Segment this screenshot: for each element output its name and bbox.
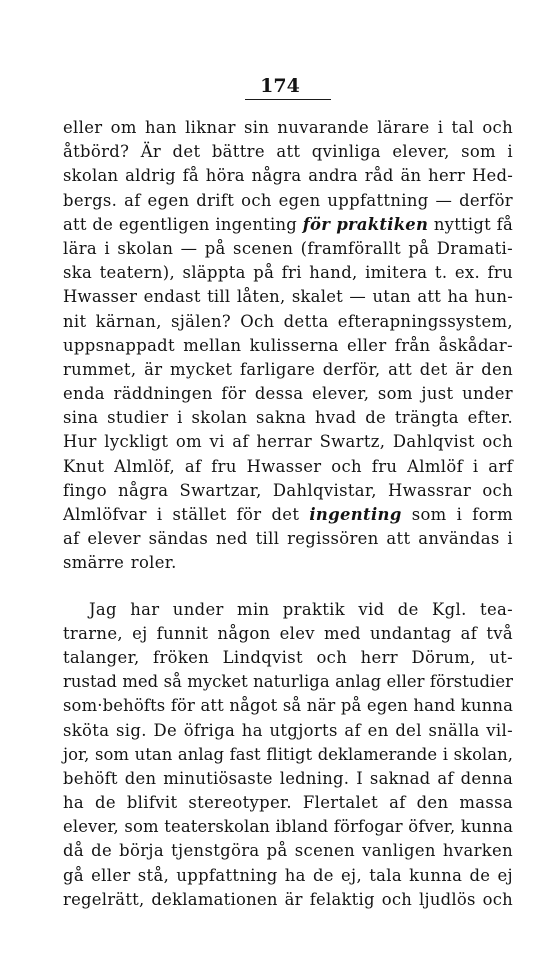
text-line: smärre roler. xyxy=(63,553,177,573)
text-line: Hur lyckligt om vi af herrar Swartz, Dahlqvist och xyxy=(63,432,513,452)
paragraph-2 xyxy=(63,598,513,912)
text-line: Knut Almlöf, af fru Hwasser och fru Almlöf i arf xyxy=(63,456,513,476)
text-line: regelrätt, deklamationen är felaktig och ljudlös och xyxy=(63,889,513,909)
text-line: sina studier i skolan sakna hvad de trängta efter. xyxy=(63,408,513,428)
emphasized-text: för praktiken xyxy=(302,214,429,234)
text-line xyxy=(63,213,513,237)
header-rule xyxy=(245,99,331,100)
text-line: gå eller stå, uppfattning ha de ej, tala kunna de ej xyxy=(63,865,513,885)
text-line: skolan aldrig få höra några andra råd än herr Hed- xyxy=(63,166,513,186)
text-line: Jag har under min praktik vid de Kgl. tea- xyxy=(89,599,513,619)
text-line: enda räddningen för dessa elever, som just under xyxy=(63,384,513,404)
text-line: som·behöfts för att något så när på egen hand kunna xyxy=(63,696,513,716)
text-line: sköta sig. De öfriga ha utgjorts af en del snälla vil- xyxy=(63,720,513,740)
text-line: jor, som utan anlag fast flitigt deklamerande i skolan, xyxy=(63,744,513,764)
text-line: trarne, ej funnit någon elev med undantag af två xyxy=(63,623,513,643)
text-line xyxy=(63,503,513,527)
text-line: ha de blifvit stereotyper. Flertalet af den massa xyxy=(63,793,513,813)
text-line: då de börja tjenstgöra på scenen vanligen hvarken xyxy=(63,841,513,861)
text-segment: nyttigt få xyxy=(428,214,514,234)
text-line: uppsnappadt mellan kulisserna eller från åskådar- xyxy=(63,335,513,355)
text-line: rummet, är mycket farligare derför, att det är den xyxy=(63,359,513,379)
text-line: åtbörd? Är det bättre att qvinliga elever, som i xyxy=(63,142,513,162)
text-line: lära i skolan — på scenen (framförallt på Dramati- xyxy=(63,238,513,258)
text-line: talanger, fröken Lindqvist och herr Dörum, ut- xyxy=(63,647,513,667)
text-segment: att de egentligen ingenting xyxy=(63,214,303,234)
text-line: ska teatern), släppta på fri hand, imitera t. ex. fru xyxy=(63,263,513,283)
text-line: elever, som teaterskolan ibland förfogar öfver, kunna xyxy=(63,817,513,837)
emphasized-text: ingenting xyxy=(309,505,402,524)
text-line: nit kärnan, själen? Och detta efterapningssystem, xyxy=(63,311,513,331)
text-line: rustad med så mycket naturliga anlag eller förstudier xyxy=(63,672,513,692)
text-segment: som i form xyxy=(401,505,513,524)
text-line: behöft den minutiösaste ledning. I saknad af denna xyxy=(63,768,513,788)
text-line: bergs. af egen drift och egen uppfattning — derför xyxy=(63,190,513,210)
text-line: fingo några Swartzar, Dahlqvistar, Hwassrar och xyxy=(63,480,513,500)
page-number: 174 xyxy=(260,75,300,97)
text-line: af elever sändas ned till regissören att användas i xyxy=(63,529,513,549)
text-line: eller om han liknar sin nuvarande lärare i tal och xyxy=(63,118,513,137)
paragraph-1 xyxy=(63,116,513,576)
text-segment: Almlöfvar i stället för det xyxy=(63,505,310,524)
paragraph-gap xyxy=(63,576,513,598)
body-text xyxy=(63,116,513,912)
text-line: Hwasser endast till låten, skalet — utan att ha hun- xyxy=(63,287,513,307)
